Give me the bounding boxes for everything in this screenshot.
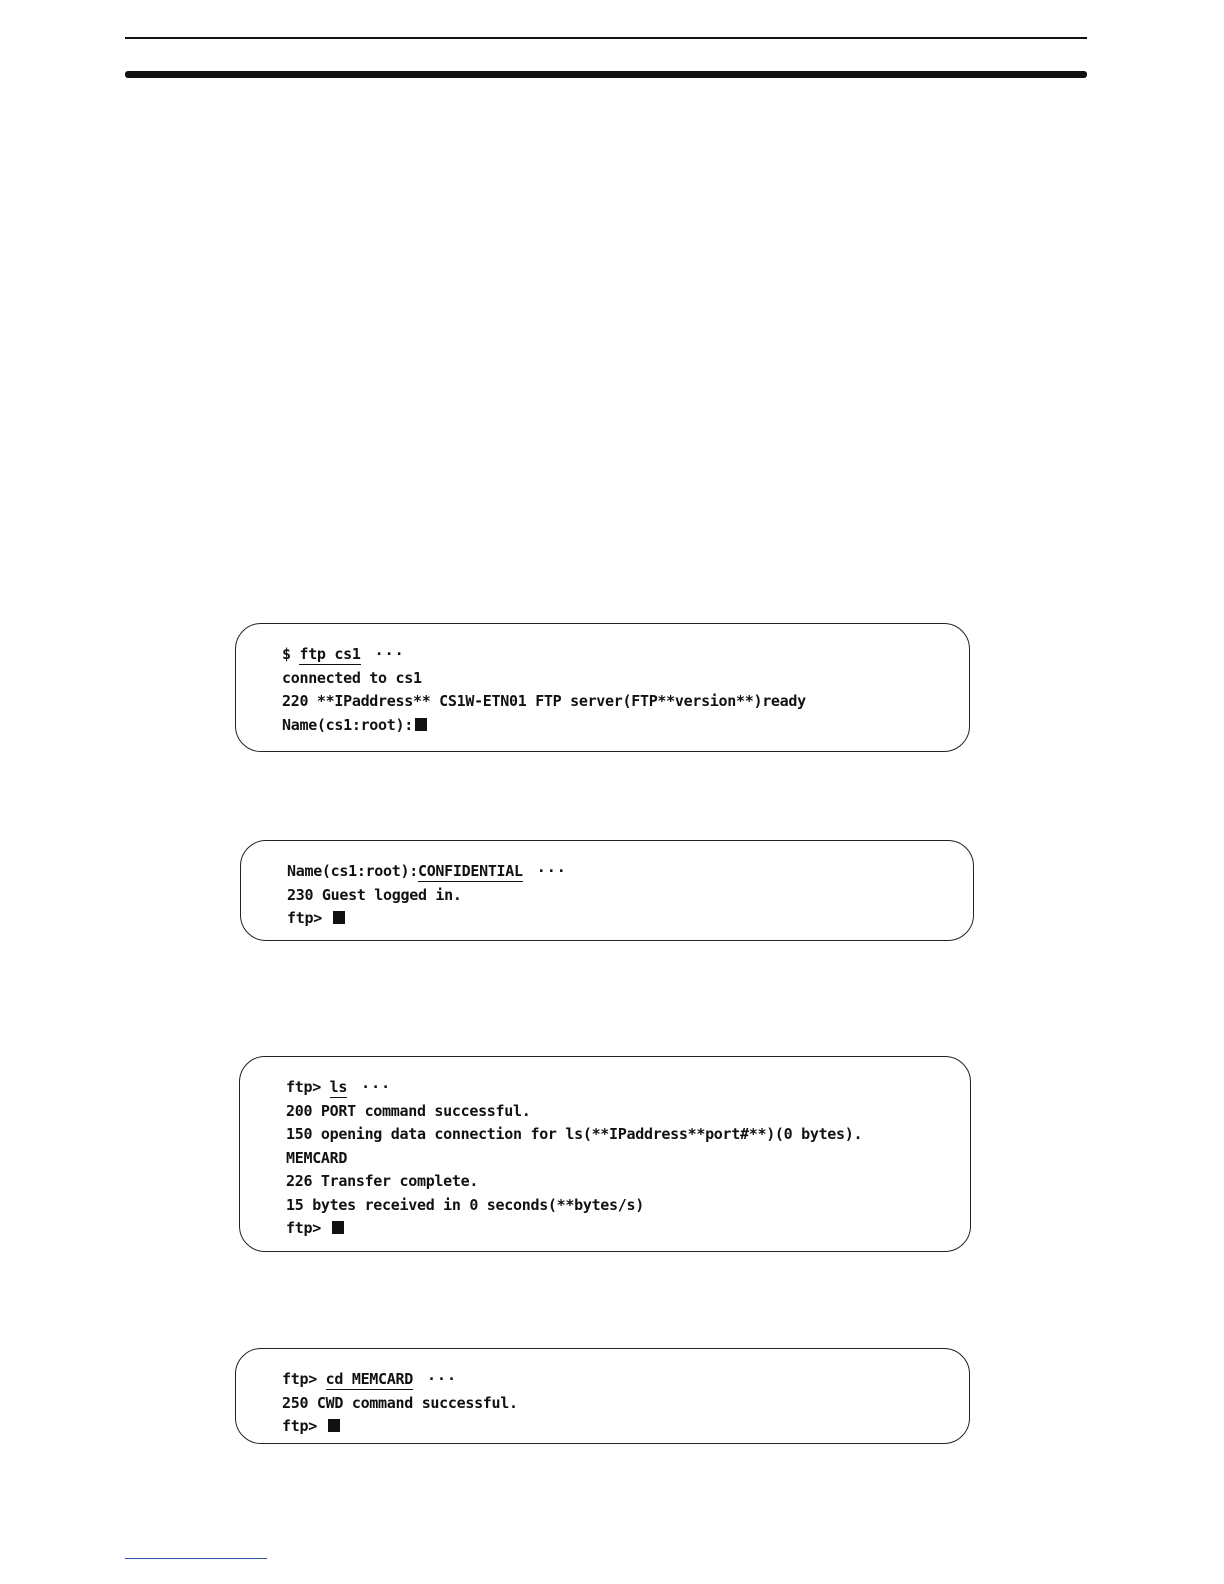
terminal-line (286, 1217, 862, 1241)
typed-command: cd MEMCARD (325, 1370, 413, 1388)
typed-command: ls (329, 1078, 348, 1096)
prompt-text: Name(cs1:root): (282, 715, 413, 734)
terminal-line: 250 CWD command successful. (282, 1393, 518, 1412)
continuation-marker: ··· (426, 1370, 458, 1388)
continuation-marker: ··· (536, 862, 567, 880)
terminal-line (282, 1368, 518, 1392)
terminal-line: 15 bytes received in 0 seconds(**bytes/s) (286, 1195, 644, 1214)
cursor-block (328, 1419, 340, 1432)
prompt-text: Name(cs1:root): (287, 862, 418, 880)
prompt-text: ftp> (282, 1417, 326, 1435)
cursor-block (333, 911, 345, 924)
typed-command: ftp cs1 (299, 645, 361, 663)
continuation-marker: ··· (374, 645, 405, 663)
terminal-line: 150 opening data connection for ls(**IPaddress**port#**)(0 bytes). (286, 1125, 863, 1143)
footer-rule (125, 1558, 267, 1559)
prompt-text: ftp> (286, 1219, 330, 1237)
terminal-line (282, 1415, 518, 1439)
prompt-text: $ (282, 645, 300, 663)
terminal-box-cd (235, 1348, 970, 1444)
terminal-line: 220 **IPaddress** CS1W-ETN01 FTP server(FTP**version**)ready (282, 692, 806, 710)
terminal-line: 230 Guest logged in. (287, 885, 462, 904)
terminal-box-login (240, 840, 974, 941)
terminal-line: 226 Transfer complete. (286, 1172, 479, 1190)
prompt-text: ftp> (287, 909, 331, 927)
header-rule-thick (125, 71, 1087, 78)
terminal-box-connect (235, 623, 970, 752)
terminal-line (287, 907, 567, 931)
terminal-line: connected to cs1 (282, 668, 422, 687)
terminal-line (287, 860, 567, 884)
typed-command: CONFIDENTIAL (417, 862, 523, 880)
terminal-line (286, 1076, 862, 1100)
cursor-block (332, 1221, 344, 1234)
terminal-line: MEMCARD (286, 1148, 348, 1167)
prompt-text: ftp> (282, 1370, 326, 1388)
terminal-line (282, 714, 806, 738)
terminal-box-list (239, 1056, 971, 1252)
terminal-line: 200 PORT command successful. (286, 1101, 531, 1120)
cursor-block (415, 718, 427, 731)
header-rule-thin (125, 37, 1087, 39)
continuation-marker: ··· (361, 1078, 392, 1096)
prompt-text: ftp> (286, 1078, 330, 1096)
terminal-line (282, 643, 806, 667)
